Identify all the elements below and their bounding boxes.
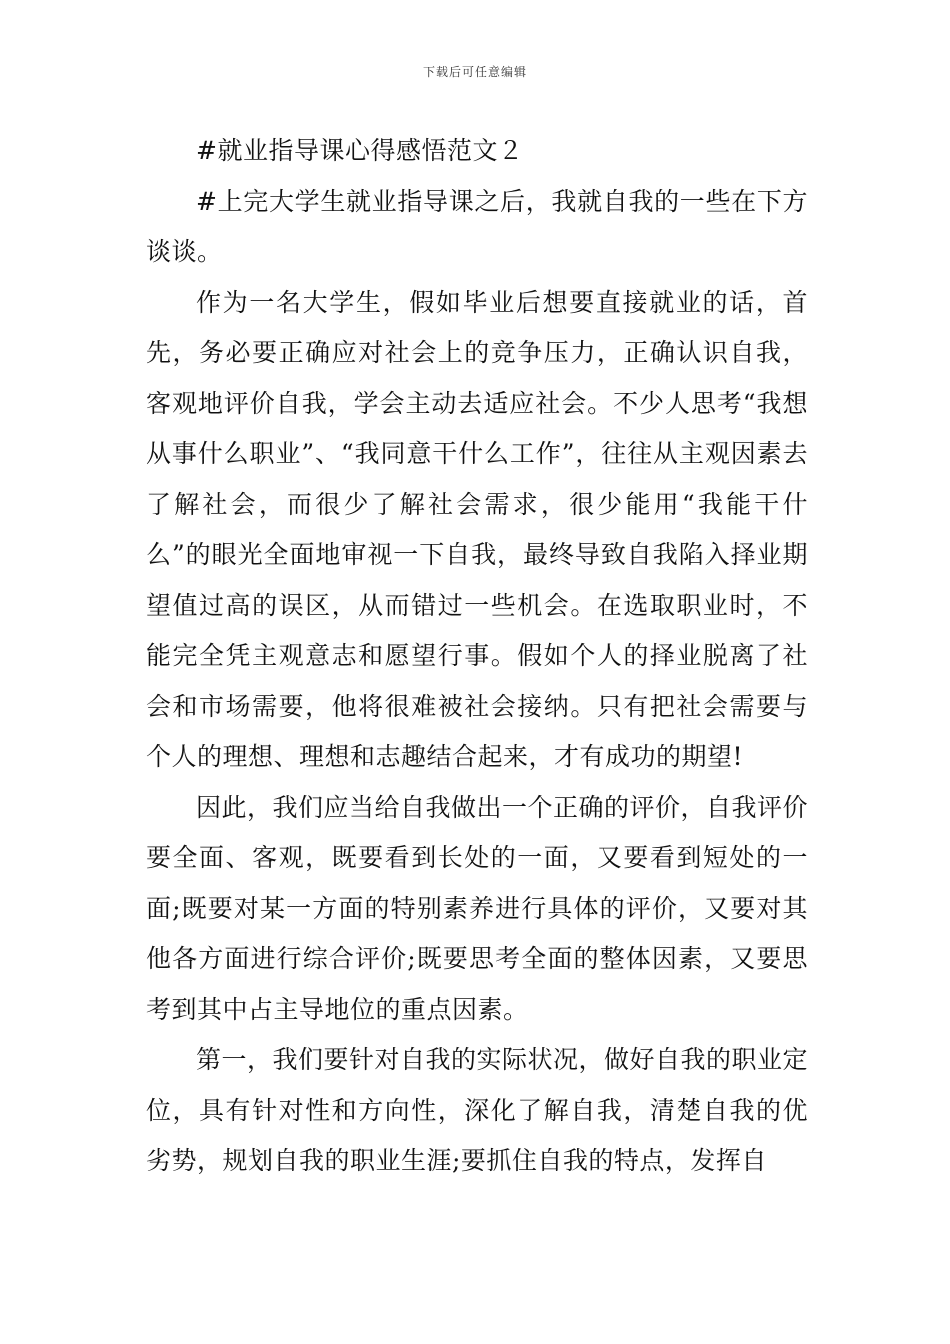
paragraph-intro: #上完大学生就业指导课之后，我就自我的一些在下方谈谈。 [146,186,808,266]
document-title: #就业指导课心得感悟范文２ [196,136,524,165]
paragraph-evaluation: 因此，我们应当给自我做出一个正确的评价，自我评价要全面、客观，既要看到长处的一面，又要看到短处的一面;既要对某一方面的特别素养进行具体的评价，又要对其他各方面进行综合评价;既要思考全面的整体因素，又要思考到其中占主导地位的重点因素。 [146,792,809,1024]
paragraph-first-point: 第一，我们要针对自我的实际状况，做好自我的职业定位，具有针对性和方向性，深化了解自我，清楚自我的优劣势，规划自我的职业生涯;要抓住自我的特点，发挥自 [146,1045,809,1175]
document-body [146,126,808,1187]
paragraph-self-assessment: 作为一名大学生，假如毕业后想要直接就业的话，首先，务必要正确应对社会上的竞争压力，正确认识自我，客观地评价自我，学会主动去适应社会。不少人思考“我想从事什么职业”、“我同意干什么工作”，往往从主观因素去了解社会，而很少了解社会需求，很少能用“我能干什么”的眼光全面地审视一下自我，最终导致自我陷入择业期望值过高的误区，从而错过一些机会。在选取职业时，不能完全凭主观意志和愿望行事。假如个人的择业脱离了社会和市场需要，他将很难被社会接纳。只有把社会需要与个人的理想、理想和志趣结合起来，才有成功的期望! [146,287,808,771]
page-header: 下载后可任意编辑 [422,65,527,79]
